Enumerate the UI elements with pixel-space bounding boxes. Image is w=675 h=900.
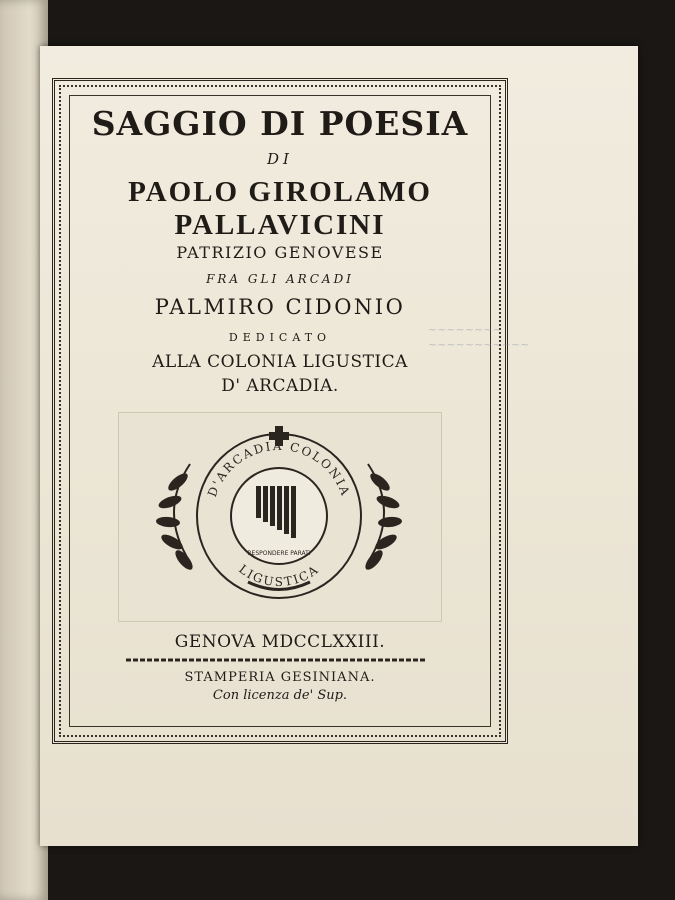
seal-top-text: D'ARCADIA COLONIA [205, 438, 353, 499]
imprint-city-year: GENOVA MDCCLXXIII. [174, 632, 386, 652]
by-line: DI [267, 150, 293, 168]
ornamental-divider [126, 656, 426, 664]
dedication-label: DEDICATO [228, 331, 332, 344]
author-name-line1: PAOLO GIROLAMO [128, 176, 432, 208]
arcadia-colony-seal [118, 412, 440, 620]
book-title: SAGGIO DI POESIA [91, 104, 469, 143]
seal-motto: RESPONDERE PARATI [247, 550, 311, 557]
faded-handwritten-note: ~~~~~~~~ ~~~~~~~~~~~ [428, 323, 530, 351]
author-name-line2: PALLAVICINI [174, 209, 386, 241]
among-arcadians: FRA GLI ARCADI [206, 272, 354, 286]
arcadian-name: PALMIRO CIDONIO [154, 295, 406, 319]
dedication-line2: D' ARCADIA. [221, 376, 339, 396]
license-note: Con licenza de' Sup. [212, 688, 348, 703]
printer-name: STAMPERIA GESINIANA. [184, 670, 376, 685]
seal-bottom-text: LIGUSTICA [236, 561, 322, 590]
dedication-line1: ALLA COLONIA LIGUSTICA [152, 352, 408, 372]
author-status: PATRIZIO GENOVESE [176, 243, 384, 262]
